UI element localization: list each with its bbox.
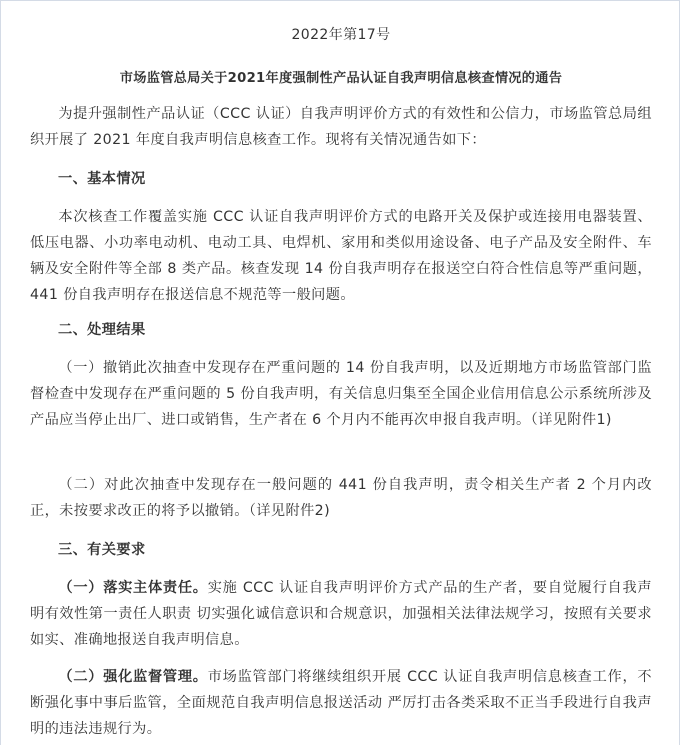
section-heading-requirements: 三、有关要求 <box>58 542 146 558</box>
result-paragraph-1: （一）撤销此次抽查中发现存在严重问题的 14 份自我声明，以及近期地方市场监管部门监督检查中发现存在严重问题的 5 份自我声明，有关信息归集至全国企业信用信息公示系统所涉及产品应当停止出厂、进口或销售，生产者在 6 个月内不能再次申报自我声明。（详见附件1) <box>30 360 652 428</box>
intro-paragraph: 为提升强制性产品认证（CCC 认证）自我声明评价方式的有效性和公信力，市场监管总局组织开展了 2021 年度自我声明信息核查工作。现将有关情况通告如下： <box>30 106 652 148</box>
section-heading-basic: 一、基本情况 <box>58 171 146 187</box>
requirement-item-1-lead: （一）落实主体责任。 <box>58 580 208 596</box>
requirement-item-1-text: 实施 CCC 认证自我声明评价方式产品的生产者，要自觉履行自我声明有效性第一责任人职责 切实强化诚信意识和合规意识，加强相关法律法规学习，按照有关要求如实、准确地报送自我声明信息。 <box>30 580 652 648</box>
requirement-item-2-lead: （二）强化监督管理。 <box>58 669 208 685</box>
section-heading-results: 二、处理结果 <box>58 322 146 338</box>
requirement-item-1 <box>30 575 652 653</box>
document-title: 市场监管总局关于2021年度强制性产品认证自我声明信息核查情况的通告 <box>119 71 563 86</box>
basic-paragraph: 本次核查工作覆盖实施 CCC 认证自我声明评价方式的电路开关及保护或连接用电器装置、低压电器、小功率电动机、电动工具、电焊机、家用和类似用途设备、电子产品及安全附件、车辆及安全附件等全部 8 类产品。核查发现 14 份自我声明存在报送空白符合性信息等严重问题，441 份自我声明存在报送信息不规范等一般问题。 <box>30 209 652 303</box>
requirement-item-2 <box>30 664 652 742</box>
requirement-item-2-text: 市场监管部门将继续组织开展 CCC 认证自我声明信息核查工作，不断强化事中事后监管，全面规范自我声明信息报送活动 严厉打击各类采取不正当手段进行自我声明的违法违规行为。 <box>30 669 652 737</box>
document-number: 2022年第17号 <box>291 27 391 43</box>
result-paragraph-2: （二）对此次抽查中发现存在一般问题的 441 份自我声明，责令相关生产者 2 个月内改正，未按要求改正的将予以撤销。（详见附件2) <box>30 477 652 519</box>
